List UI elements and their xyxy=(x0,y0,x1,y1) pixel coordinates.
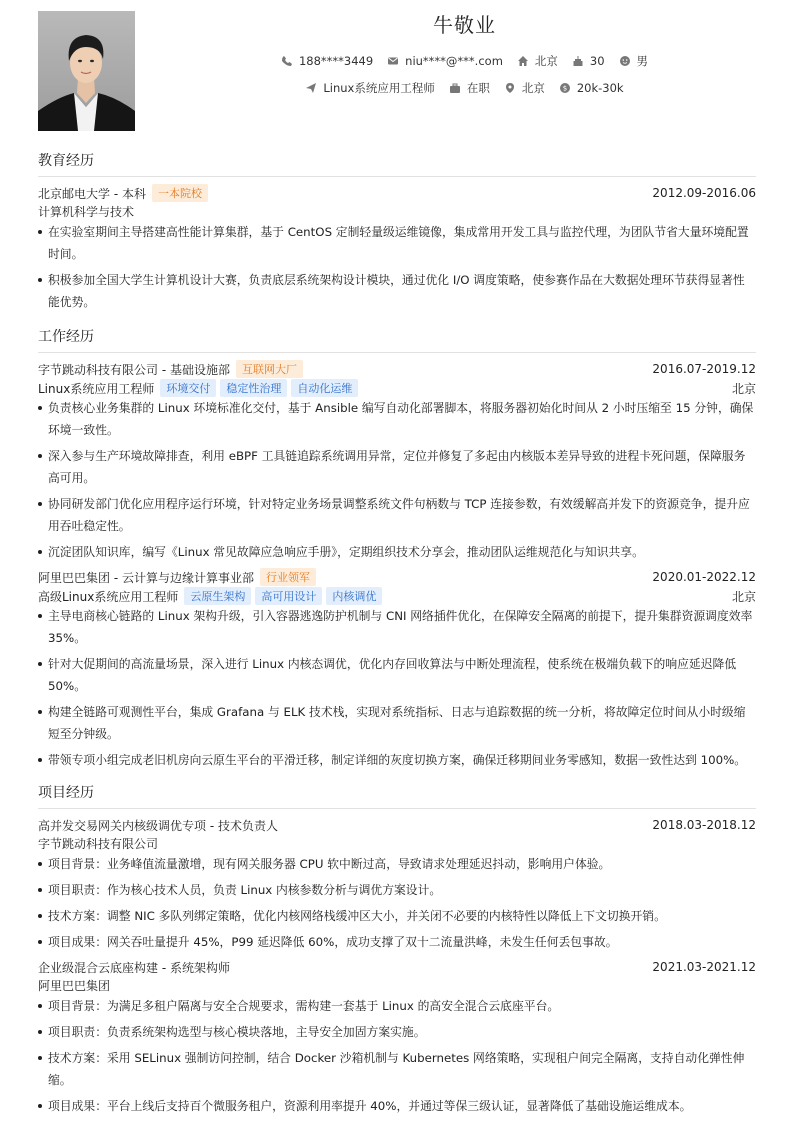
target-city-item xyxy=(504,80,545,96)
section-title: 工作经历 xyxy=(38,326,756,353)
job-city: 北京 xyxy=(731,589,756,604)
city-item xyxy=(517,53,558,69)
job-city: 北京 xyxy=(731,381,756,396)
job-bullets xyxy=(38,397,756,563)
job-role: Linux系统应用工程师 xyxy=(38,381,155,396)
project-name: 高并发交易网关内核级调优专项 - 技术负责人 xyxy=(38,818,278,833)
list-item: 主导电商核心链路的 Linux 架构升级，引入容器逃逸防护机制与 CNI 网络插件优化，在保障安全隔离的前提下，提升集群资源调度效率 35%。 xyxy=(38,605,756,649)
list-item: 在实验室期间主导搭建高性能计算集群，基于 CentOS 定制轻量级运维镜像，集成常用开发工具与监控代理，为团队节省大量环境配置时间。 xyxy=(38,221,756,265)
project-name: 企业级混合云底座构建 - 系统架构师 xyxy=(38,960,230,975)
person-icon xyxy=(619,55,631,67)
list-item: 协同研发部门优化应用程序运行环境，针对特定业务场景调整系统文件句柄数与 TCP 连接参数，有效缓解高并发下的资源竞争，提升应用吞吐稳定性。 xyxy=(38,493,756,537)
status-text: 在职 xyxy=(466,81,490,95)
work-section xyxy=(38,326,756,775)
send-icon xyxy=(305,82,317,94)
job-role-row xyxy=(38,379,756,397)
company-name: 字节跳动科技有限公司 - 基础设施部 xyxy=(38,362,230,377)
job-header xyxy=(38,359,756,379)
skill-tag: 高可用设计 xyxy=(255,587,322,605)
project-company: 阿里巴巴集团 xyxy=(38,979,111,993)
email-item xyxy=(387,54,503,68)
project-header xyxy=(38,957,756,977)
email-text: niu****@***.com xyxy=(405,54,503,68)
location-pin-icon xyxy=(504,82,516,94)
project-bullets xyxy=(38,995,756,1117)
projects-section xyxy=(38,782,756,1121)
education-period: 2012.09-2016.06 xyxy=(652,186,756,200)
project-entry xyxy=(38,957,756,1117)
project-entry xyxy=(38,815,756,953)
school-tag: 一本院校 xyxy=(152,184,208,202)
cake-icon xyxy=(572,55,584,67)
target-city-text: 北京 xyxy=(521,81,545,95)
education-header xyxy=(38,183,756,203)
contact-info-row xyxy=(135,53,794,69)
city-text: 北京 xyxy=(534,54,558,68)
job-bullets xyxy=(38,605,756,771)
list-item: 项目职责：作为核心技术人员，负责 Linux 内核参数分析与调优方案设计。 xyxy=(38,879,756,901)
skill-tag: 自动化运维 xyxy=(291,379,358,397)
phone-item xyxy=(281,54,373,68)
list-item: 技术方案：采用 SELinux 强制访问控制，结合 Docker 沙箱机制与 Kubernetes 网络策略，实现租户间完全隔离，支持自动化弹性伸缩。 xyxy=(38,1047,756,1091)
age-item xyxy=(572,54,605,68)
home-icon xyxy=(517,55,529,67)
skill-tag: 环境交付 xyxy=(160,379,216,397)
job-role: 高级Linux系统应用工程师 xyxy=(38,589,179,604)
major: 计算机科学与技术 xyxy=(38,205,135,219)
job-text: Linux系统应用工程师 xyxy=(323,81,435,95)
list-item: 针对大促期间的高流量场景，深入进行 Linux 内核态调优，优化内存回收算法与中断处理流程，使系统在极端负载下的响应延迟降低 50%。 xyxy=(38,653,756,697)
company-tag: 互联网大厂 xyxy=(236,360,303,378)
list-item: 项目成果：平台上线后支持百个微服务租户，资源利用率提升 40%，并通过等保三级认证，显著降低了基础设施运维成本。 xyxy=(38,1095,756,1117)
money-icon xyxy=(559,82,571,94)
school-name: 北京邮电大学 - 本科 xyxy=(38,186,146,201)
list-item: 项目职责：负责系统架构选型与核心模块落地，主导安全加固方案实施。 xyxy=(38,1021,756,1043)
education-section xyxy=(38,150,756,317)
briefcase-icon xyxy=(449,82,461,94)
list-item: 负责核心业务集群的 Linux 环境标准化交付，基于 Ansible 编写自动化部署脚本，将服务器初始化时间从 2 小时压缩至 15 分钟，确保环境一致性。 xyxy=(38,397,756,441)
list-item: 带领专项小组完成老旧机房向云原生平台的平滑迁移，制定详细的灰度切换方案，确保迁移期间业务零感知，数据一致性达到 100%。 xyxy=(38,749,756,771)
skill-tag: 云原生架构 xyxy=(184,587,251,605)
job-item xyxy=(305,80,434,96)
gender-item xyxy=(619,53,649,69)
job-period: 2020.01-2022.12 xyxy=(652,570,756,584)
education-bullets xyxy=(38,221,756,313)
project-bullets xyxy=(38,853,756,953)
section-title: 教育经历 xyxy=(38,150,756,177)
job-info-row xyxy=(135,80,794,96)
mail-icon xyxy=(387,55,399,67)
project-period: 2018.03-2018.12 xyxy=(652,818,756,832)
list-item: 项目背景：业务峰值流量激增，现有网关服务器 CPU 软中断过高，导致请求处理延迟抖动，影响用户体验。 xyxy=(38,853,756,875)
list-item: 沉淀团队知识库，编写《Linux 常见故障应急响应手册》，定期组织技术分享会，推动团队运维规范化与知识共享。 xyxy=(38,541,756,563)
svg-text:$: $ xyxy=(562,84,568,93)
job-header xyxy=(38,567,756,587)
section-title: 项目经历 xyxy=(38,782,756,809)
phone-icon xyxy=(281,55,293,67)
company-tag: 行业领军 xyxy=(260,568,316,586)
skill-tag: 稳定性治理 xyxy=(220,379,287,397)
list-item: 深入参与生产环境故障排查，利用 eBPF 工具链追踪系统调用异常，定位并修复了多起由内核版本差异导致的进程卡死问题，保障服务高可用。 xyxy=(38,445,756,489)
profile-photo xyxy=(38,11,135,131)
gender-text: 男 xyxy=(636,54,649,68)
salary-text: 20k-30k xyxy=(576,81,624,95)
list-item: 项目成果：网关吞吐量提升 45%，P99 延迟降低 60%，成功支撑了双十二流量洪峰，未发生任何丢包事故。 xyxy=(38,931,756,953)
project-header xyxy=(38,815,756,835)
age-text: 30 xyxy=(589,54,605,68)
skill-tag: 内核调优 xyxy=(326,587,382,605)
status-item xyxy=(449,80,490,96)
salary-item xyxy=(559,81,624,95)
list-item: 积极参加全国大学生计算机设计大赛，负责底层系统架构设计模块，通过优化 I/O 调度策略，使参赛作品在大数据处理环节获得显著性能优势。 xyxy=(38,269,756,313)
job-role-row xyxy=(38,587,756,605)
job-entry xyxy=(38,567,756,771)
company-name: 阿里巴巴集团 - 云计算与边缘计算事业部 xyxy=(38,570,254,585)
list-item: 技术方案：调整 NIC 多队列绑定策略，优化内核网络栈缓冲区大小，并关闭不必要的内核特性以降低上下文切换开销。 xyxy=(38,905,756,927)
job-period: 2016.07-2019.12 xyxy=(652,362,756,376)
phone-text: 188****3449 xyxy=(298,54,374,68)
candidate-name: 牛敬业 xyxy=(433,13,496,37)
list-item: 构建全链路可观测性平台，集成 Grafana 与 ELK 技术栈，实现对系统指标、日志与追踪数据的统一分析，将故障定位时间从小时级缩短至分钟级。 xyxy=(38,701,756,745)
job-entry xyxy=(38,359,756,563)
project-company: 字节跳动科技有限公司 xyxy=(38,837,159,851)
project-period: 2021.03-2021.12 xyxy=(652,960,756,974)
list-item: 项目背景：为满足多租户隔离与安全合规要求，需构建一套基于 Linux 的高安全混合云底座平台。 xyxy=(38,995,756,1017)
